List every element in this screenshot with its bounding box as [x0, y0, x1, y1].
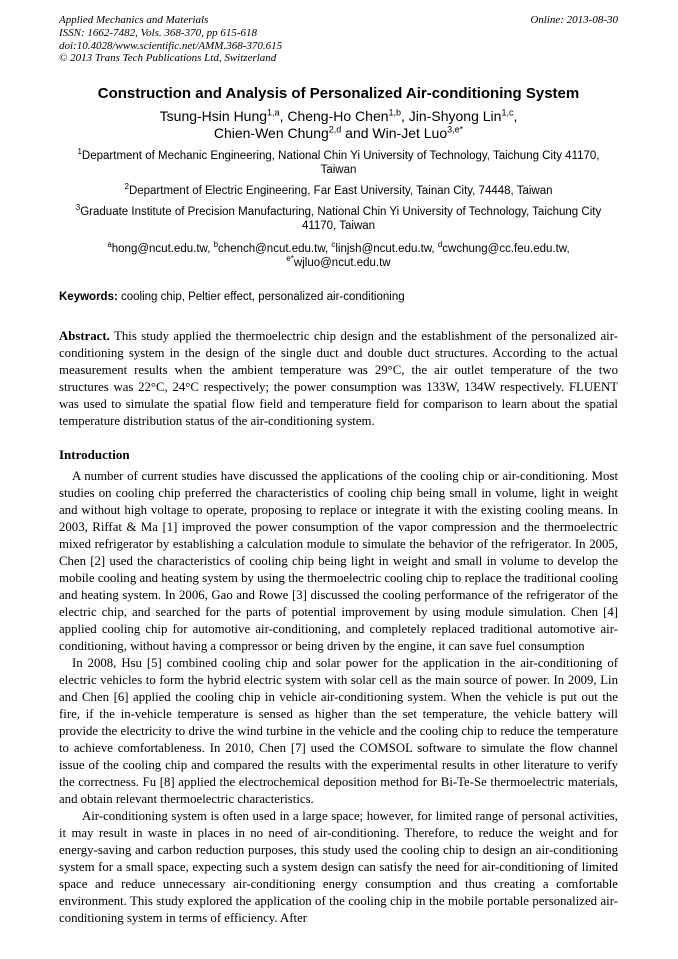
author-emails	[59, 242, 618, 270]
author-emails-line-1: $^a$hong@ncut.edu.tw, $^b$chench@ncut.edu.tw, $^c$linjsh@ncut.edu.tw, $^d$cwchung@cc.feu.edu.tw,	[107, 240, 570, 256]
affiliation-1: $^1$Department of Mechanic Engineering, National Chin Yi University of Technology, Taichung City 41170, Taiwan	[77, 147, 600, 177]
section-heading-introduction: Introduction	[59, 447, 130, 463]
journal-copyright-line: © 2013 Trans Tech Publications Ltd, Switzerland	[59, 52, 277, 65]
authors-line-1: Tsung-Hsin Hung$^{1,a}$, Cheng-Ho Chen$^{1,b}$, Jin-Shyong Lin$^{1,c}$,	[159, 107, 518, 125]
affiliation-2: $^2$Department of Electric Engineering, Far East University, Tainan City, 74448, Taiwan	[124, 182, 553, 198]
author-emails-line-2: $^{e*}$wjluo@ncut.edu.tw	[286, 254, 391, 270]
keywords-text: cooling chip, Peltier effect, personalized air-conditioning	[117, 291, 405, 304]
introduction-paragraph-2: In 2008, Hsu [5] combined cooling chip and solar power for the application in the air-conditioning of electric vehicles to form the hybrid electric system with solar cell as the main source of power. In 2009, Lin and Chen [6] applied the cooling chip in vehicle air-conditioning system. When the vehicle is put out the fire, if the in-vehicle temperature is sensed as higher than the set temperature, the vehicle battery will provide the electricity to drive the wind turbine in the vehicle and the cooling chip to reduce the temperature to achieve comfortableness. In 2010, Chen [7] used the COMSOL software to simulate the flow channel issue of the cooling chip and compared the results with the experimental results in other literature to verify the correctness. Fu [8] applied the electrochemical deposition method for Bi-Te-Se thermoelectric materials, and obtain relevant thermoelectric characteristics.	[59, 656, 618, 807]
abstract-text: This study applied the thermoelectric chip design and the establishment of the personalized air-conditioning system in the design of the single duct and double duct structures. According to the actual measurement results when the ambient temperature was 29°C, the air outlet temperature of the two structures was 22°C, 24°C respectively; the power consumption was 133W, 134W respectively. FLUENT was used to simulate the spatial flow field and temperature field for comparison to learn about the spatial temperature distribution status of the air-conditioning system.	[59, 329, 618, 429]
online-date: Online: 2013-08-30	[530, 14, 618, 26]
introduction-paragraph-1: A number of current studies have discussed the applications of the cooling chip or air-conditioning. Most studies on cooling chip preferred the characteristics of cooling chip being small in volume, light in weight and without high voltage to operate, proposing to replace or integrate it with the existing cooling means. In 2003, Riffat & Ma [1] improved the power consumption of the vapor compression and the thermoelectric mixed refrigerator by establishing a calculation module to simulate the behavior of the refrigerator. In 2005, Chen [2] used the characteristics of cooling chip being light in weight and small in volume to develop the mobile cooling and heating system by using the thermoelectric cooling chip to replace the traditional cooling and heating system. In 2006, Gao and Rowe [3] discussed the cooling performance of the refrigerator of the electric chip, and searched for the parts of potential improvement by using module simulation. Chen [4] applied cooling chip for automotive air-conditioning, and completely replaced traditional automotive air-conditioning, without having a compressor or being driven by the engine, it can save fuel consumption	[59, 469, 618, 654]
abstract-label: Abstract.	[59, 329, 110, 344]
keywords-line	[59, 290, 618, 304]
introduction-paragraph-3: Air-conditioning system is often used in a large space; however, for limited range of personal activities, it may result in waste in places in no need of air-conditioning. Therefore, to reduce the weight and for energy-saving and carbon reduction purposes, this study used the cooling chip to design an air-conditioning system for a small space, expecting such a system design can satisfy the need for air-conditioning of limited space and reduce unnecessary air-conditioning energy consumption and thus creating a comfortable environment. This study explored the application of the cooling chip in the mobile portable personalized air-conditioning system in terms of efficiency. After	[59, 809, 618, 926]
authors-block	[59, 108, 618, 142]
journal-info	[59, 14, 282, 65]
paper-title: Construction and Analysis of Personalized Air-conditioning System	[97, 85, 580, 103]
authors-line-2: Chien-Wen Chung$^{2,d}$ and Win-Jet Luo$^{3,e*}$	[213, 124, 464, 142]
journal-issn-line: ISSN: 1662-7482, Vols. 368-370, pp 615-618	[59, 26, 257, 39]
journal-name: Applied Mechanics and Materials	[59, 14, 209, 26]
journal-doi-line: doi:10.4028/www.scientific.net/AMM.368-370.615	[59, 39, 283, 52]
keywords-label: Keywords:	[59, 291, 118, 304]
affiliation-3: $^3$Graduate Institute of Precision Manufacturing, National Chin Yi University of Technology, Taichung City 41170, Taiwan	[75, 203, 602, 233]
journal-header	[59, 14, 618, 65]
abstract	[59, 328, 618, 430]
